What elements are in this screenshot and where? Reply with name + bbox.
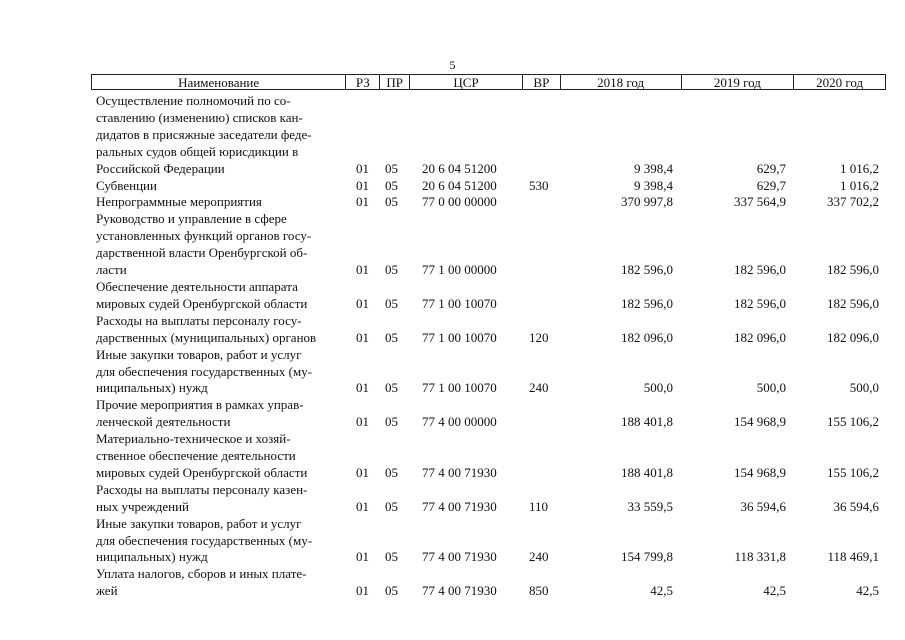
row-pr: 05 xyxy=(385,295,398,311)
row-csr: 77 1 00 10070 xyxy=(422,380,497,396)
row-name-line: Прочие мероприятия в рамках управ- xyxy=(96,397,304,413)
row-2019: 500,0 xyxy=(756,380,786,396)
row-rz: 01 xyxy=(356,583,369,599)
row-pr: 05 xyxy=(385,329,398,345)
row-rz: 01 xyxy=(356,549,369,565)
row-vr: 240 xyxy=(529,549,549,565)
row-rz: 01 xyxy=(356,177,369,193)
row-name-line: Расходы на выплаты персоналу госу- xyxy=(96,312,302,328)
row-rz: 01 xyxy=(356,160,369,176)
row-2020: 1 016,2 xyxy=(840,160,879,176)
row-rz: 01 xyxy=(356,329,369,345)
row-csr: 77 4 00 71930 xyxy=(422,498,497,514)
row-2018: 9 398,4 xyxy=(634,177,673,193)
row-name xyxy=(91,313,346,347)
row-name-line: Непрограммные мероприятия xyxy=(96,194,262,210)
page-number: 5 xyxy=(449,58,456,72)
row-name-line: ласти xyxy=(96,262,127,278)
row-2019: 182 096,0 xyxy=(734,329,786,345)
row-2019: 36 594,6 xyxy=(740,498,786,514)
row-name xyxy=(91,431,346,482)
row-csr: 77 4 00 71930 xyxy=(422,549,497,565)
row-2020: 155 106,2 xyxy=(827,464,879,480)
table-row xyxy=(91,566,886,600)
row-name-line: Российской Федерации xyxy=(96,160,225,176)
row-2019: 182 596,0 xyxy=(734,295,786,311)
row-2018: 500,0 xyxy=(643,380,673,396)
row-2018: 33 559,5 xyxy=(627,498,673,514)
row-2019: 337 564,9 xyxy=(734,194,786,210)
row-2020: 500,0 xyxy=(849,380,879,396)
table-row xyxy=(91,93,886,178)
row-2019: 182 596,0 xyxy=(734,262,786,278)
table-row xyxy=(91,482,886,516)
row-name-line: ниципальных) нужд xyxy=(96,380,208,396)
row-name-line: мировых судей Оренбургской области xyxy=(96,295,308,311)
row-vr: 850 xyxy=(529,583,549,599)
row-name-line: установленных функций органов госу- xyxy=(96,228,312,244)
row-rz: 01 xyxy=(356,194,369,210)
row-2018: 182 096,0 xyxy=(621,329,673,345)
row-rz: 01 xyxy=(356,262,369,278)
header-rz: РЗ xyxy=(346,75,380,89)
row-pr: 05 xyxy=(385,177,398,193)
row-2018: 182 596,0 xyxy=(621,262,673,278)
row-name-line: Иные закупки товаров, работ и услуг xyxy=(96,346,302,362)
row-csr: 77 1 00 10070 xyxy=(422,295,497,311)
table-header xyxy=(91,74,886,90)
row-name xyxy=(91,347,346,398)
row-name-line: Иные закупки товаров, работ и услуг xyxy=(96,515,302,531)
row-vr: 530 xyxy=(529,177,549,193)
row-csr: 20 6 04 51200 xyxy=(422,177,497,193)
row-vr: 110 xyxy=(529,498,549,514)
row-name xyxy=(91,93,346,178)
row-csr: 77 1 00 00000 xyxy=(422,262,497,278)
row-csr: 77 0 00 00000 xyxy=(422,194,497,210)
row-2020: 1 016,2 xyxy=(840,177,879,193)
row-2018: 42,5 xyxy=(650,583,673,599)
row-2018: 188 401,8 xyxy=(621,464,673,480)
row-name-line: жей xyxy=(96,583,118,599)
row-name-line: Руководство и управление в сфере xyxy=(96,211,287,227)
header-name: Наименование xyxy=(92,75,346,89)
table-row xyxy=(91,431,886,482)
row-csr: 77 4 00 71930 xyxy=(422,583,497,599)
row-pr: 05 xyxy=(385,380,398,396)
row-rz: 01 xyxy=(356,464,369,480)
table-row xyxy=(91,211,886,279)
row-2020: 182 596,0 xyxy=(827,295,879,311)
row-name-line: ных учреждений xyxy=(96,498,189,514)
row-name-line: дарственных (муниципальных) органов xyxy=(96,329,317,345)
table-row xyxy=(91,178,886,195)
row-rz: 01 xyxy=(356,498,369,514)
table-row xyxy=(91,279,886,313)
row-name xyxy=(91,397,346,431)
row-2020: 182 096,0 xyxy=(827,329,879,345)
row-2019: 629,7 xyxy=(756,160,786,176)
row-name-line: ставлению (изменению) списков кан- xyxy=(96,109,303,125)
row-name xyxy=(91,566,346,600)
row-2020: 118 469,1 xyxy=(827,549,879,565)
row-pr: 05 xyxy=(385,262,398,278)
row-name-line: мировых судей Оренбургской области xyxy=(96,464,308,480)
row-vr: 120 xyxy=(529,329,549,345)
row-name-line: Обеспечение деятельности аппарата xyxy=(96,278,298,294)
header-2018: 2018 год xyxy=(561,75,682,89)
row-name xyxy=(91,482,346,516)
row-2018: 154 799,8 xyxy=(621,549,673,565)
row-2018: 188 401,8 xyxy=(621,414,673,430)
row-csr: 77 1 00 10070 xyxy=(422,329,497,345)
row-csr: 77 4 00 71930 xyxy=(422,464,497,480)
row-2018: 370 997,8 xyxy=(621,194,673,210)
row-2019: 154 968,9 xyxy=(734,414,786,430)
row-name-line: для обеспечения государственных (му- xyxy=(96,532,313,548)
row-2019: 629,7 xyxy=(756,177,786,193)
row-name xyxy=(91,178,346,195)
row-name-line: дарственной власти Оренбургской об- xyxy=(96,245,308,261)
row-name xyxy=(91,211,346,279)
row-name-line: для обеспечения государственных (му- xyxy=(96,363,313,379)
row-rz: 01 xyxy=(356,414,369,430)
header-2020: 2020 год xyxy=(816,75,864,89)
row-name-line: Материально-техническое и хозяй- xyxy=(96,431,291,447)
row-name-line: Расходы на выплаты персоналу казен- xyxy=(96,481,308,497)
row-name-line: Уплата налогов, сборов и иных плате- xyxy=(96,566,307,582)
row-2020: 42,5 xyxy=(856,583,879,599)
row-2020: 182 596,0 xyxy=(827,262,879,278)
row-name-line: ниципальных) нужд xyxy=(96,549,208,565)
row-2018: 9 398,4 xyxy=(634,160,673,176)
row-rz: 01 xyxy=(356,295,369,311)
header-csr: ЦСР xyxy=(410,75,523,89)
row-2020: 155 106,2 xyxy=(827,414,879,430)
table-row xyxy=(91,313,886,347)
row-csr: 77 4 00 00000 xyxy=(422,414,497,430)
row-name-line: ственное обеспечение деятельности xyxy=(96,448,296,464)
row-2019: 118 331,8 xyxy=(734,549,786,565)
row-name xyxy=(91,516,346,567)
row-name-line: ральных судов общей юрисдикции в xyxy=(96,143,299,159)
row-2018: 182 596,0 xyxy=(621,295,673,311)
row-pr: 05 xyxy=(385,498,398,514)
row-2019: 154 968,9 xyxy=(734,464,786,480)
table-body xyxy=(91,93,886,600)
row-name-line: Осуществление полномочий по со- xyxy=(96,93,291,108)
row-name-line: ленческой деятельности xyxy=(96,414,231,430)
row-2019: 42,5 xyxy=(763,583,786,599)
row-pr: 05 xyxy=(385,549,398,565)
table-row xyxy=(91,347,886,398)
row-vr: 240 xyxy=(529,380,549,396)
row-name-line: дидатов в присяжные заседатели феде- xyxy=(96,126,312,142)
row-2020: 36 594,6 xyxy=(833,498,879,514)
row-name-line: Субвенции xyxy=(96,177,157,193)
row-csr: 20 6 04 51200 xyxy=(422,160,497,176)
table-row xyxy=(91,397,886,431)
header-pr: ПР xyxy=(380,75,410,89)
header-vr: ВР xyxy=(523,75,561,89)
table-row xyxy=(91,194,886,211)
row-name xyxy=(91,279,346,313)
row-name xyxy=(91,194,346,211)
table-row xyxy=(91,516,886,567)
header-2019: 2019 год xyxy=(682,75,795,89)
row-pr: 05 xyxy=(385,194,398,210)
row-pr: 05 xyxy=(385,414,398,430)
row-pr: 05 xyxy=(385,464,398,480)
row-pr: 05 xyxy=(385,583,398,599)
row-pr: 05 xyxy=(385,160,398,176)
row-rz: 01 xyxy=(356,380,369,396)
row-2020: 337 702,2 xyxy=(827,194,879,210)
